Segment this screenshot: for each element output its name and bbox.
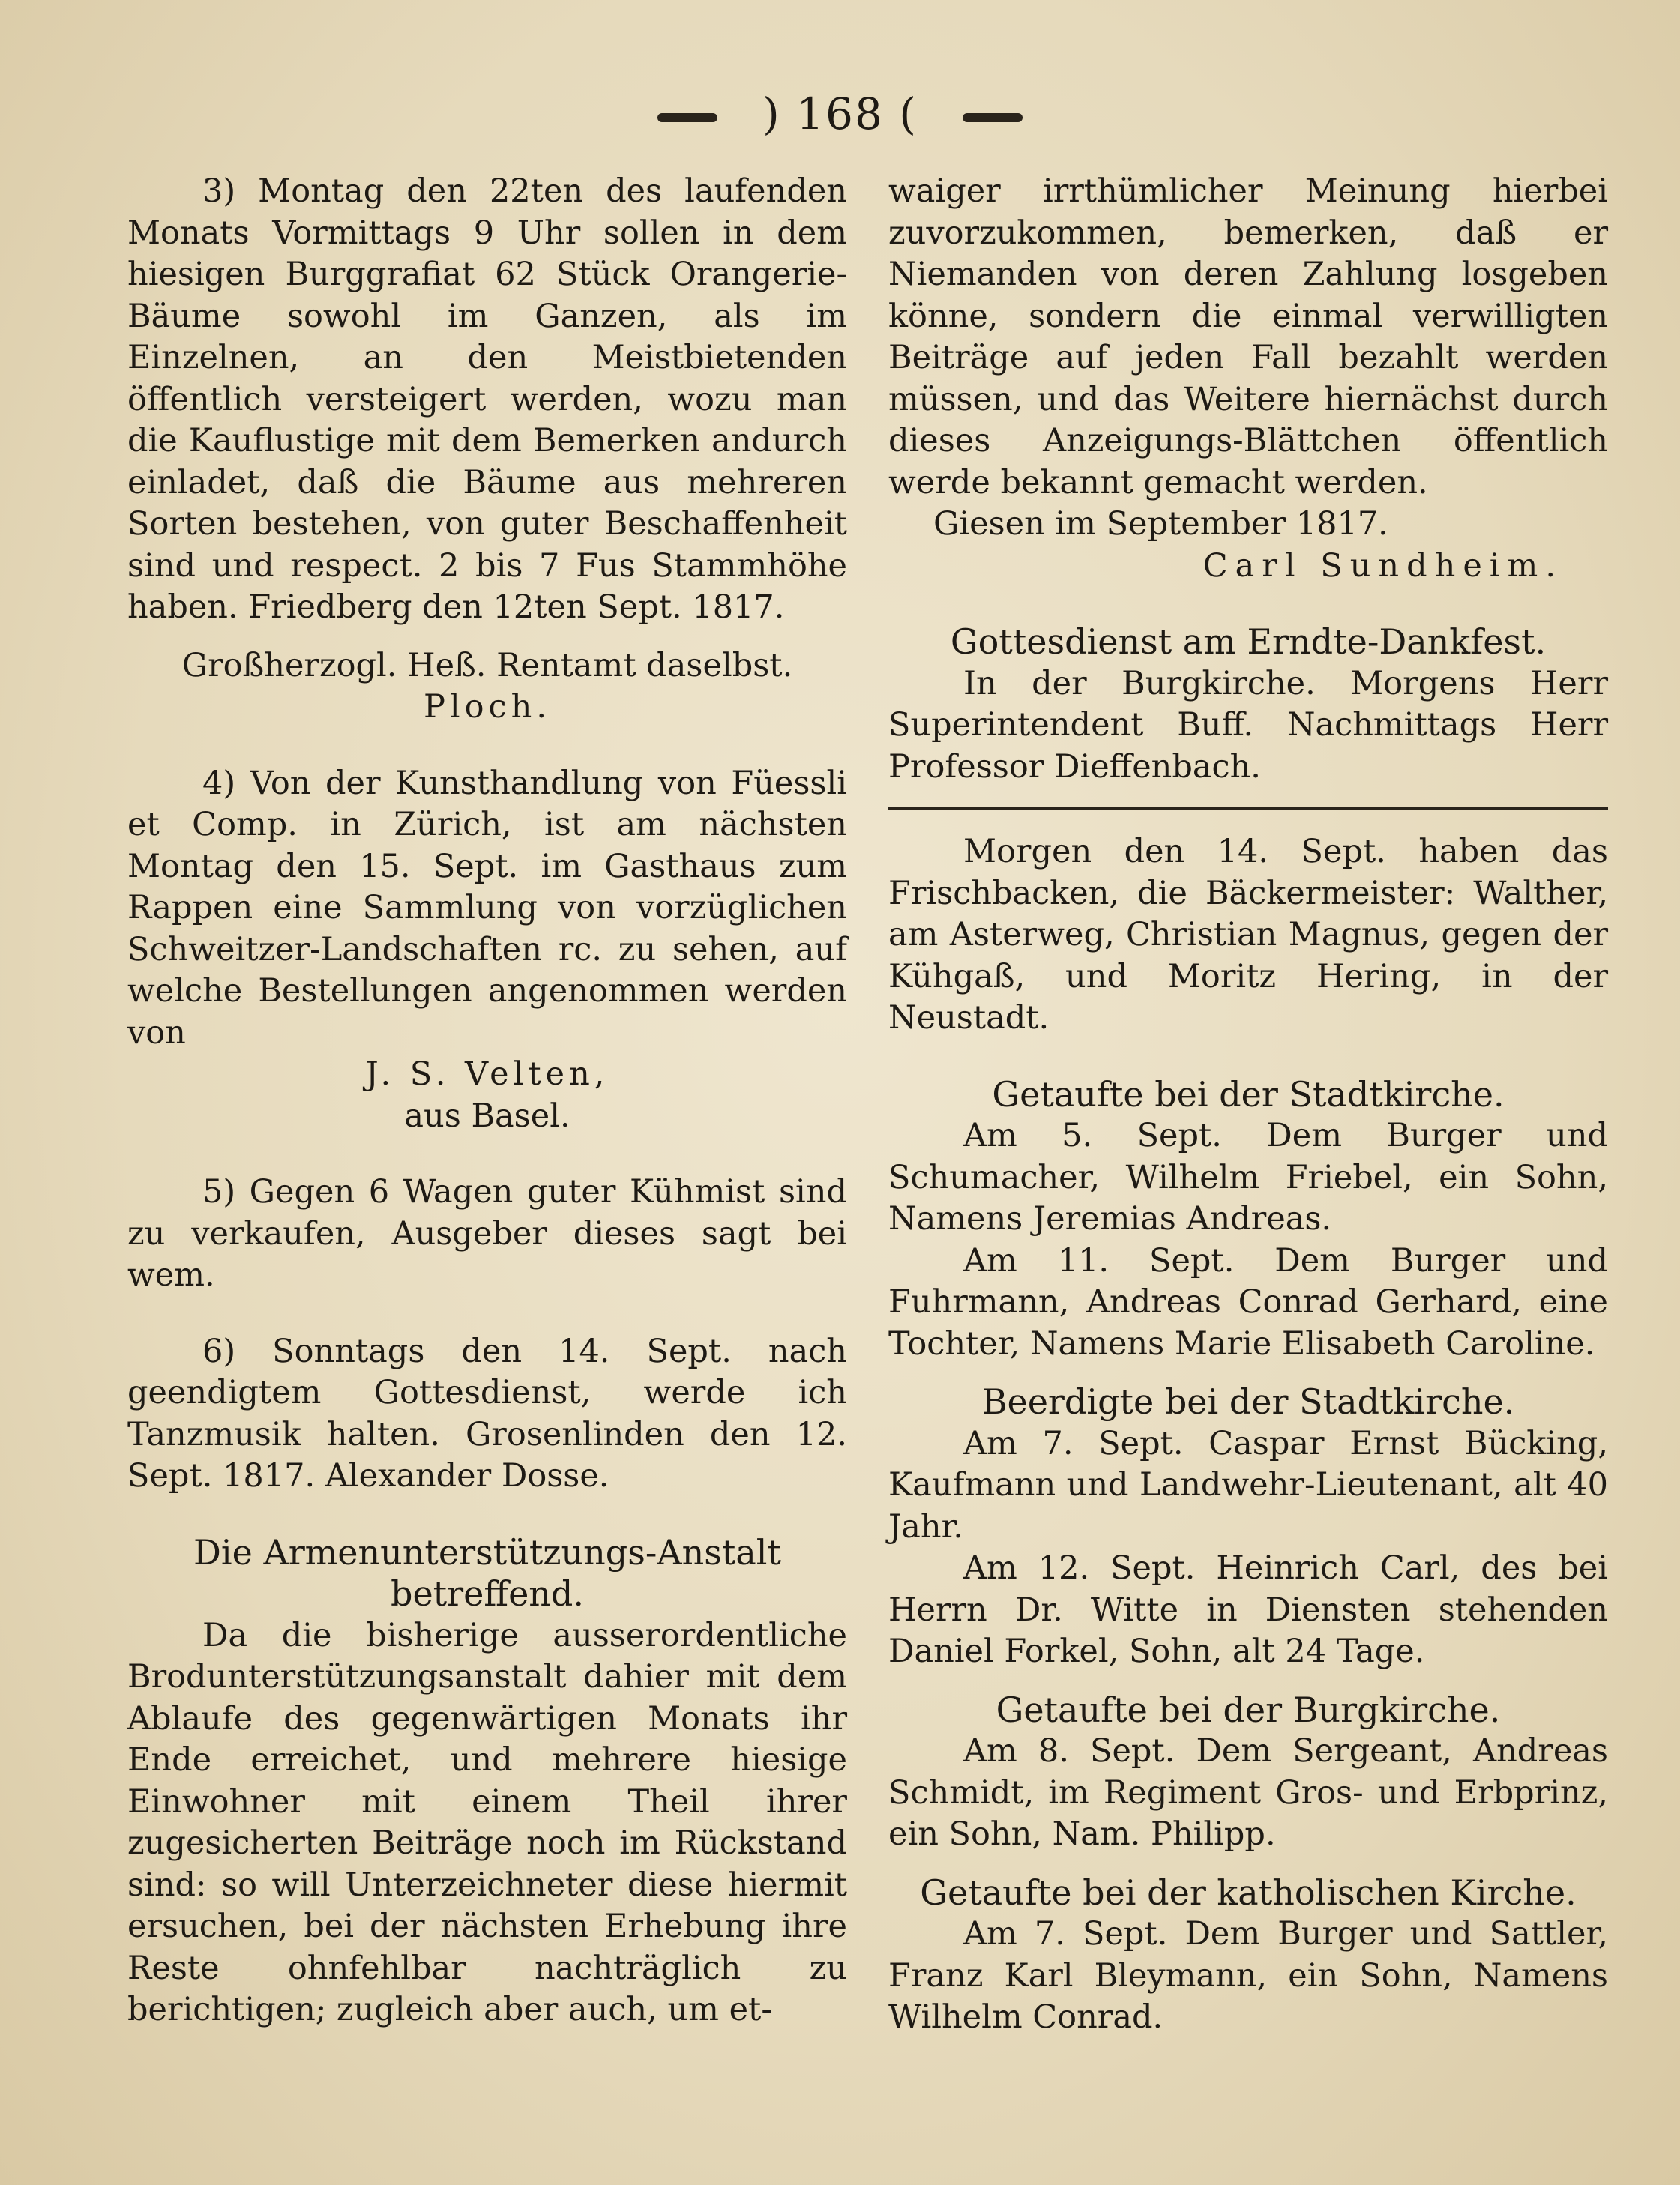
section-divider	[888, 807, 1608, 810]
notice-3-text: 3) Montag den 22ten des laufenden Monats Vormittags 9 Uhr sollen in dem hiesigen Burggrafiat 62 Stück Orangerie-Bäume sowohl im Ganzen, als im Einzelnen, an den Meistbietenden öffentlich versteigert werden, wozu man die Kauflustige mit dem Bemerken andurch einladet, daß die Bäume aus mehreren Sorten bestehen, von guter Beschaffenheit sind und respect. 2 bis 7 Fus Stammhöhe haben. Friedberg den 12ten Sept. 1817.	[127, 172, 847, 626]
getaufte-kath-heading: Getaufte bei der katholischen Kirche.	[920, 1872, 1577, 1913]
beerdigte-stadt-entry-2: Am 12. Sept. Heinrich Carl, des bei Herrn Dr. Witte in Diensten stehenden Daniel Forkel, Sohn, alt 24 Tage.	[888, 1549, 1608, 1670]
armen-heading-line2: betreffend.	[391, 1573, 584, 1614]
gottesdienst-heading: Gottesdienst am Erndte-Dankfest.	[950, 621, 1547, 662]
beerdigte-stadt-entry-1: Am 7. Sept. Caspar Ernst Bücking, Kaufmann und Landwehr-Lieutenant, alt 40 Jahr.	[888, 1424, 1608, 1546]
getaufte-burg-entry-1: Am 8. Sept. Dem Sergeant, Andreas Schmidt, im Regiment Gros- und Erbprinz, ein Sohn, Nam. Philipp.	[888, 1732, 1608, 1853]
armen-text: Da die bisherige ausserordentliche Brodunterstützungsanstalt dahier mit dem Ablaufe des gegenwärtigen Monats ihr Ende erreichet, und mehrere hiesige Einwohner mit einem Theil ihrer zugesicherten Beiträge noch im Rückstand sind: so will Unterzeichneter diese hiermit ersuchen, bei der nächsten Erhebung ihre Reste ohnfehlbar nachträglich zu berichtigen; zugleich aber auch, um et-	[127, 1616, 847, 2028]
header-right-dash	[963, 113, 1023, 122]
notice-3-signature: Ploch.	[423, 688, 552, 726]
notice-4-text: 4) Von der Kunsthandlung von Füessli et Comp. in Zürich, ist am nächsten Montag den 15. Sept. im Gasthaus zum Rappen eine Sammlung von vorzüglichen Schweitzer-Landschaften rc. zu sehen, auf welche Bestellungen angenommen werden von	[127, 764, 847, 1052]
gottesdienst-text: In der Burgkirche. Morgens Herr Superintendent Buff. Nachmittags Herr Professor Dieffenbach.	[888, 664, 1608, 786]
baecker-text: Morgen den 14. Sept. haben das Frischbacken, die Bäckermeister: Walther, am Asterweg, Christian Magnus, gegen der Kühgaß, und Moritz Hering, in der Neustadt.	[888, 833, 1608, 1037]
getaufte-kath-entry-1: Am 7. Sept. Dem Burger und Sattler, Franz Karl Bleymann, ein Sohn, Namens Wilhelm Conrad.	[888, 1915, 1608, 2036]
armen-signature: Carl Sundheim.	[1202, 546, 1563, 585]
notice-3-office: Großherzogl. Heß. Rentamt daselbst.	[181, 646, 793, 684]
armen-place-date: Giesen im September 1817.	[933, 505, 1388, 543]
beerdigte-stadt-heading: Beerdigte bei der Stadtkirche.	[981, 1381, 1515, 1422]
armen-continued-text: waiger irrthümlicher Meinung hierbei zuvorzukommen, bemerken, daß er Niemanden von deren Zahlung losgeben könne, sondern die einmal verwilligten Beiträge auf jeden Fall bezahlt werden müssen, und das Weitere hiernächst durch dieses Anzeigungs-Blättchen öffentlich werde bekannt gemacht werden.	[888, 172, 1608, 501]
getaufte-burg-heading: Getaufte bei der Burgkirche.	[996, 1689, 1501, 1730]
notice-6-text: 6) Sonntags den 14. Sept. nach geendigtem Gottesdienst, werde ich Tanzmusik halten. Grosenlinden den 12. Sept. 1817. Alexander Dosse.	[127, 1332, 847, 1495]
armen-heading-line1: Die Armenunterstützungs-Anstalt	[193, 1531, 781, 1573]
notice-4-signature: J. S. Velten,	[365, 1055, 609, 1093]
page-number: ) 168 (	[762, 88, 918, 139]
notice-4-place: aus Basel.	[404, 1097, 570, 1135]
getaufte-stadt-entry-2: Am 11. Sept. Dem Burger und Fuhrmann, Andreas Conrad Gerhard, eine Tochter, Namens Marie Elisabeth Caroline.	[888, 1241, 1608, 1363]
getaufte-stadt-entry-1: Am 5. Sept. Dem Burger und Schumacher, Wilhelm Friebel, ein Sohn, Namens Jeremias Andreas.	[888, 1117, 1608, 1238]
notice-5-text: 5) Gegen 6 Wagen guter Kühmist sind zu verkaufen, Ausgeber dieses sagt bei wem.	[127, 1173, 847, 1294]
right-column	[888, 171, 1608, 2039]
left-column	[127, 171, 847, 2031]
page-header	[0, 88, 1680, 139]
getaufte-stadt-heading: Getaufte bei der Stadtkirche.	[992, 1073, 1505, 1115]
header-left-dash	[657, 113, 717, 122]
